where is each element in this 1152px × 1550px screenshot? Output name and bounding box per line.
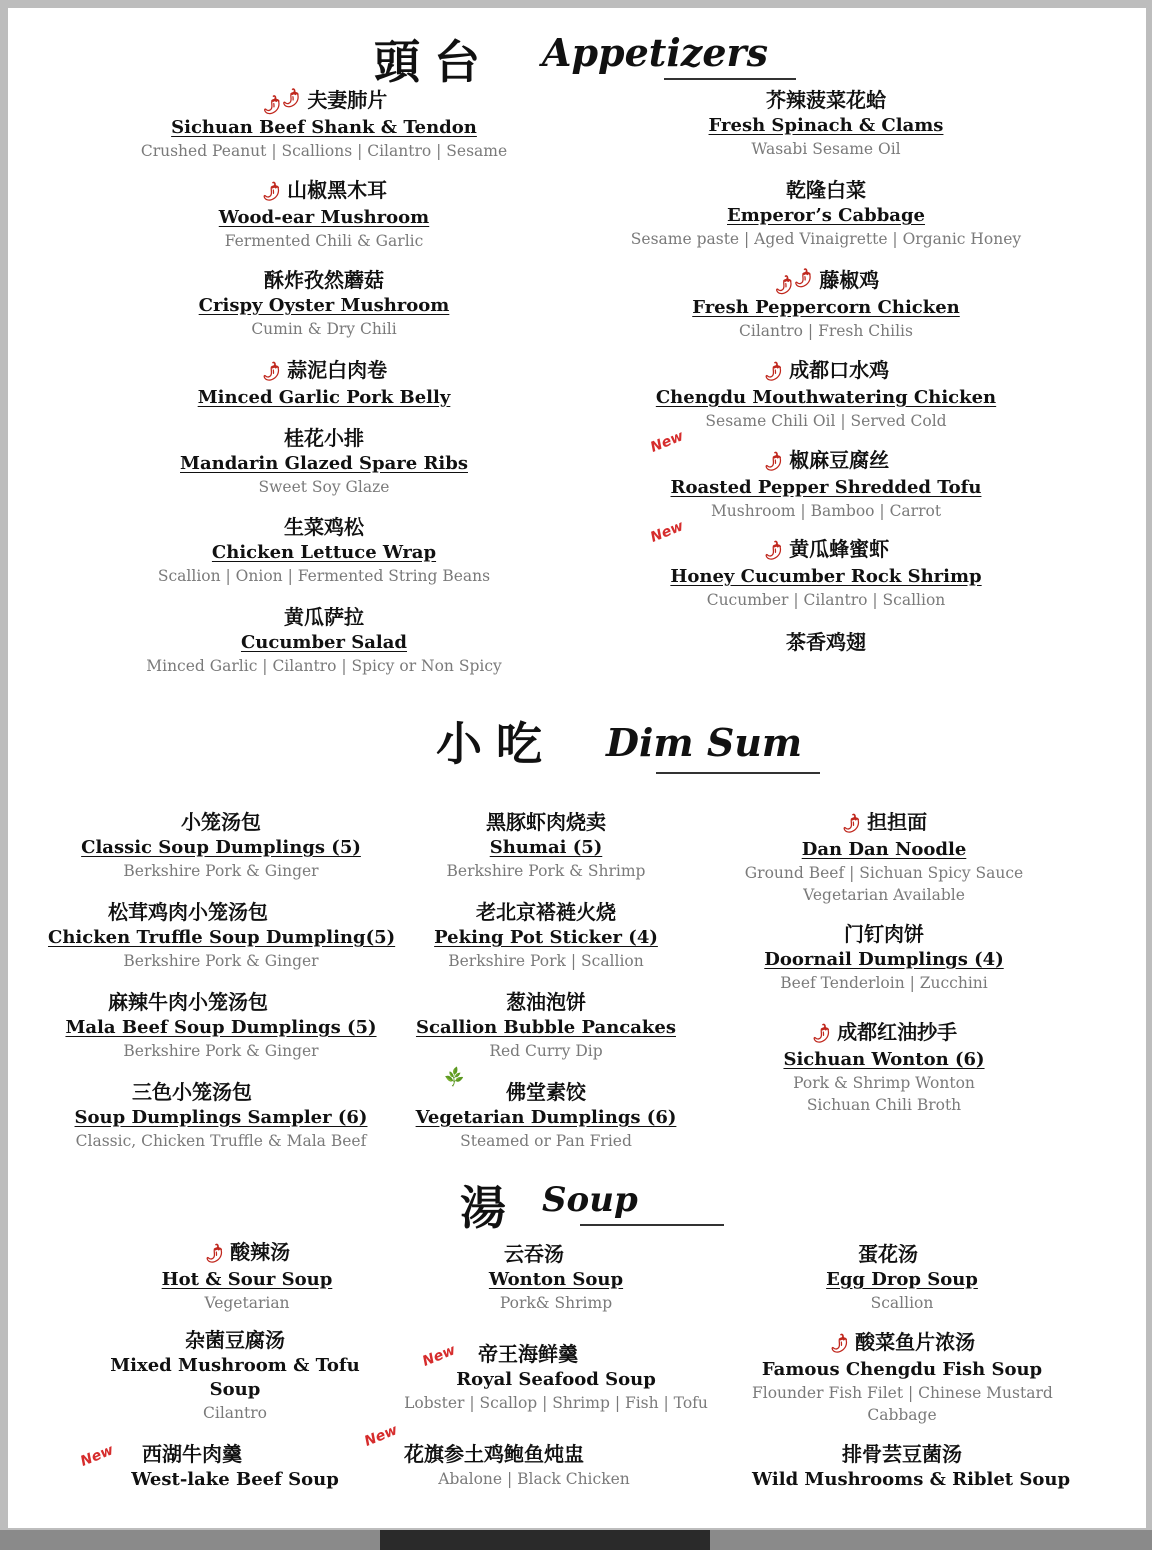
soup-heading-cn: 湯 xyxy=(460,1181,520,1235)
menu-item xyxy=(124,176,524,252)
new-badge: New xyxy=(648,518,686,546)
item-chinese-name: 三色小笼汤包 xyxy=(132,1080,252,1104)
item-chinese-name: 桂花小排 xyxy=(284,426,364,450)
item-description: Cumin & Dry Chili xyxy=(251,320,397,338)
item-name: Emperor’s Cabbage xyxy=(727,205,925,226)
chili-pepper-icon: 🌶 xyxy=(760,359,786,384)
item-description: Scallion xyxy=(870,1294,934,1312)
item-description: Sesame paste | Aged Vinaigrette | Organic Honey xyxy=(630,230,1022,248)
menu-item xyxy=(404,1340,708,1414)
item-chinese-name: 黄瓜萨拉 xyxy=(284,605,364,629)
item-chinese-name: 小笼汤包 xyxy=(181,810,261,834)
item-description: Berkshire Pork & Ginger xyxy=(123,1042,319,1060)
menu-item xyxy=(616,176,1036,250)
appetizers-heading-en: Appetizers xyxy=(542,30,768,75)
item-name: Egg Drop Soup xyxy=(826,1269,978,1290)
item-name: Scallion Bubble Pancakes xyxy=(415,1017,676,1038)
menu-item xyxy=(408,808,684,882)
item-chinese-name: 蒜泥白肉卷 xyxy=(287,358,388,382)
chili-pepper-icon: 🌶 xyxy=(201,1241,227,1266)
item-chinese-name: 生菜鸡松 xyxy=(284,515,364,539)
menu-item xyxy=(48,988,394,1062)
item-name: Fresh Peppercorn Chicken xyxy=(692,297,960,318)
chili-pepper-icon: 🌶 xyxy=(760,538,786,563)
item-name: Soup Dumplings Sampler (6) xyxy=(74,1107,368,1128)
item-name: Roasted Pepper Shredded Tofu xyxy=(670,477,982,498)
item-name: Shumai (5) xyxy=(489,837,603,858)
menu-item xyxy=(752,1240,1052,1314)
menu-item xyxy=(124,513,524,587)
menu-item xyxy=(408,898,684,972)
item-description: Berkshire Pork & Ginger xyxy=(123,952,319,970)
item-chinese-name: 花旗参土鸡鲍鱼炖盅 xyxy=(404,1442,584,1466)
new-badge: New xyxy=(420,1342,458,1370)
item-name: Mala Beef Soup Dumplings (5) xyxy=(65,1017,377,1038)
item-chinese-name: 黄瓜蜂蜜虾 xyxy=(789,537,890,561)
bottom-strip-dark xyxy=(380,1530,710,1550)
item-name: Cucumber Salad xyxy=(240,632,408,653)
chili-pepper-icon: 🌶 xyxy=(826,1331,852,1356)
new-badge: New xyxy=(648,428,686,456)
item-description: Classic, Chicken Truffle & Mala Beef xyxy=(75,1132,367,1150)
menu-item xyxy=(124,356,524,410)
chili-pepper-icon: 🌶🌶 xyxy=(258,85,304,118)
item-name: Fresh Spinach & Clams xyxy=(708,115,944,136)
item-chinese-name: 藤椒鸡 xyxy=(819,268,880,292)
dimsum-heading-cn: 小吃 xyxy=(436,717,556,771)
item-name: Sichuan Beef Shank & Tendon xyxy=(171,117,477,138)
item-chinese-name: 门钉肉饼 xyxy=(844,922,924,946)
item-name: West-lake Beef Soup xyxy=(131,1469,339,1490)
item-chinese-name: 酥炸孜然蘑菇 xyxy=(264,268,384,292)
item-chinese-name: 担担面 xyxy=(867,810,928,834)
item-name: Famous Chengdu Fish Soup xyxy=(761,1359,1043,1380)
soup-heading xyxy=(460,1172,740,1235)
menu-item xyxy=(616,356,1036,432)
menu-item xyxy=(752,1328,1052,1426)
menu-item xyxy=(124,603,524,677)
menu-item xyxy=(408,988,684,1062)
item-description: Minced Garlic | Cilantro | Spicy or Non Spicy xyxy=(146,657,502,675)
item-name: Royal Seafood Soup xyxy=(456,1369,656,1390)
chili-pepper-icon: 🌶 xyxy=(808,1021,834,1046)
bottom-strip xyxy=(0,1530,1152,1550)
heading-rule xyxy=(664,78,796,80)
menu-item xyxy=(616,628,1036,656)
item-description: Berkshire Pork | Scallion xyxy=(448,952,644,970)
menu-item xyxy=(752,1440,1071,1492)
item-description: Berkshire Pork & Ginger xyxy=(123,862,319,880)
menu-page xyxy=(8,8,1146,1528)
item-name: Mandarin Glazed Spare Ribs xyxy=(180,453,468,474)
item-description: Cucumber | Cilantro | Scallion xyxy=(706,591,946,609)
new-badge: New xyxy=(78,1442,116,1470)
menu-item xyxy=(734,808,1034,906)
item-name: Classic Soup Dumplings (5) xyxy=(81,837,361,858)
soup-heading-en: Soup xyxy=(542,1180,638,1220)
item-description-line2: Cabbage xyxy=(867,1406,937,1424)
item-chinese-name: 帝王海鲜羹 xyxy=(478,1342,578,1366)
menu-item xyxy=(48,898,394,972)
appetizers-heading-cn: 頭台 xyxy=(374,35,494,89)
item-chinese-name: 西湖牛肉羹 xyxy=(142,1442,242,1466)
new-badge: New xyxy=(362,1422,400,1450)
menu-item xyxy=(102,1326,368,1424)
dimsum-heading-en: Dim Sum xyxy=(606,720,803,765)
item-description: Mushroom | Bamboo | Carrot xyxy=(710,502,942,520)
item-chinese-name: 葱油泡饼 xyxy=(506,990,586,1014)
item-description: Fermented Chili & Garlic xyxy=(224,232,424,250)
item-chinese-name: 酸菜鱼片浓汤 xyxy=(855,1330,976,1354)
item-chinese-name: 茶香鸡翅 xyxy=(786,630,866,654)
item-description: Vegetarian xyxy=(204,1294,290,1312)
item-chinese-name: 松茸鸡肉小笼汤包 xyxy=(108,900,268,924)
item-name: Chengdu Mouthwatering Chicken xyxy=(655,387,997,408)
chili-pepper-icon: 🌶 xyxy=(838,811,864,836)
item-description-line2: Vegetarian Available xyxy=(803,886,965,904)
item-description: Pork & Shrimp Wonton xyxy=(793,1074,975,1092)
item-name: Hot & Sour Soup xyxy=(161,1269,333,1290)
item-name: Chicken Truffle Soup Dumpling(5) xyxy=(48,927,396,948)
item-chinese-name: 排骨芸豆菌汤 xyxy=(842,1442,962,1466)
item-chinese-name: 夫妻肺片 xyxy=(307,88,388,112)
item-description: Beef Tenderloin | Zucchini xyxy=(780,974,988,992)
item-description: Flounder Fish Filet | Chinese Mustard xyxy=(752,1384,1053,1402)
item-description: Cilantro xyxy=(203,1404,267,1422)
menu-item xyxy=(616,86,1036,160)
item-chinese-name: 杂菌豆腐汤 xyxy=(185,1328,285,1352)
item-chinese-name: 乾隆白菜 xyxy=(786,178,866,202)
item-description: Lobster | Scallop | Shrimp | Fish | Tofu xyxy=(404,1394,708,1412)
menu-item xyxy=(102,1238,392,1314)
menu-item xyxy=(124,424,524,498)
menu-item xyxy=(118,1440,352,1492)
item-chinese-name: 山椒黑木耳 xyxy=(287,178,388,202)
item-name: Chicken Lettuce Wrap xyxy=(211,542,437,563)
item-chinese-name: 芥辣菠菜花蛤 xyxy=(766,88,886,112)
item-chinese-name: 蛋花汤 xyxy=(858,1242,918,1266)
menu-item xyxy=(734,920,1034,994)
vegetarian-leaf-icon: 🌿 xyxy=(443,1066,467,1090)
item-chinese-name: 麻辣牛肉小笼汤包 xyxy=(108,990,268,1014)
item-name: Wild Mushrooms & Riblet Soup xyxy=(752,1469,1071,1490)
menu-item xyxy=(404,1440,664,1490)
menu-item xyxy=(48,808,394,882)
menu-item xyxy=(408,1078,684,1152)
item-description: Ground Beef | Sichuan Spicy Sauce xyxy=(744,864,1024,882)
item-chinese-name: 酸辣汤 xyxy=(230,1240,291,1264)
heading-rule xyxy=(580,1224,724,1226)
appetizers-heading xyxy=(374,26,814,89)
item-chinese-name: 椒麻豆腐丝 xyxy=(789,448,890,472)
menu-item xyxy=(48,1078,394,1152)
item-name: Wonton Soup xyxy=(488,1269,624,1290)
item-description: Sesame Chili Oil | Served Cold xyxy=(705,412,947,430)
item-chinese-name: 云吞汤 xyxy=(504,1242,564,1266)
item-name: Honey Cucumber Rock Shrimp xyxy=(670,566,982,587)
menu-item xyxy=(616,535,1036,611)
item-description: Steamed or Pan Fried xyxy=(460,1132,632,1150)
menu-item xyxy=(124,266,524,340)
item-name-line2: Soup xyxy=(209,1379,261,1400)
menu-item xyxy=(616,446,1036,522)
menu-item xyxy=(616,266,1036,342)
item-description: Scallion | Onion | Fermented String Beans xyxy=(157,567,491,585)
item-chinese-name: 成都红油抄手 xyxy=(837,1020,958,1044)
chili-pepper-icon: 🌶 xyxy=(258,359,284,384)
item-description: Wasabi Sesame Oil xyxy=(751,140,901,158)
item-description: Cilantro | Fresh Chilis xyxy=(739,322,913,340)
chili-pepper-icon: 🌶 xyxy=(760,449,786,474)
item-chinese-name: 成都口水鸡 xyxy=(789,358,890,382)
item-description: Abalone | Black Chicken xyxy=(438,1470,630,1488)
heading-rule xyxy=(656,772,820,774)
item-description: Berkshire Pork & Shrimp xyxy=(446,862,646,880)
item-name: Doornail Dumplings (4) xyxy=(764,949,1004,970)
item-name: Vegetarian Dumplings (6) xyxy=(415,1107,677,1128)
menu-item xyxy=(408,1240,704,1314)
item-description: Red Curry Dip xyxy=(489,1042,603,1060)
item-name: Sichuan Wonton (6) xyxy=(783,1049,985,1070)
dimsum-heading xyxy=(436,706,836,771)
item-name: Crispy Oyster Mushroom xyxy=(198,295,450,316)
item-name: Mixed Mushroom & Tofu xyxy=(110,1355,360,1376)
item-name: Minced Garlic Pork Belly xyxy=(197,387,451,408)
item-description-line2: Sichuan Chili Broth xyxy=(806,1096,962,1114)
menu-item xyxy=(734,1018,1034,1116)
chili-pepper-icon: 🌶🌶 xyxy=(770,265,816,298)
item-name: Dan Dan Noodle xyxy=(801,839,967,860)
item-chinese-name: 老北京褡裢火烧 xyxy=(476,900,616,924)
item-chinese-name: 黑豚虾肉烧卖 xyxy=(486,810,606,834)
item-chinese-name: 佛堂素饺 xyxy=(506,1080,586,1104)
item-description: Crushed Peanut | Scallions | Cilantro | Sesame xyxy=(140,142,508,160)
item-name: Peking Pot Sticker (4) xyxy=(434,927,658,948)
item-name: Wood-ear Mushroom xyxy=(218,207,430,228)
item-description: Sweet Soy Glaze xyxy=(258,478,390,496)
menu-item xyxy=(124,86,524,162)
item-description: Pork& Shrimp xyxy=(499,1294,613,1312)
chili-pepper-icon: 🌶 xyxy=(258,179,284,204)
